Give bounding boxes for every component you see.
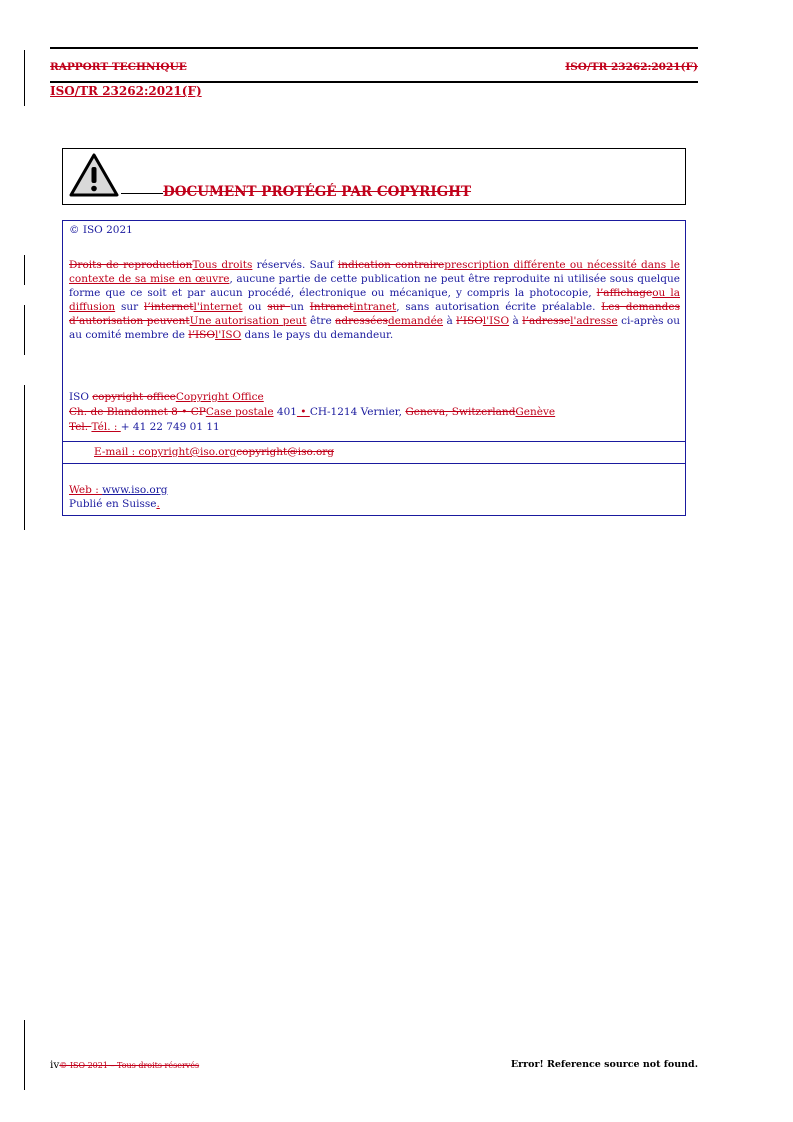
office-name: ISO copyright officeCopyright Office bbox=[69, 391, 264, 403]
published-in: Publié en Suisse. bbox=[69, 498, 160, 510]
office-postal-address: Ch. de Blandonnet 8 • CPCase postale 401 • CH-1214 Vernier, Geneva, SwitzerlandGenève bbox=[69, 406, 556, 418]
footer-left bbox=[50, 1059, 199, 1071]
web-link[interactable]: Web : www.iso.org bbox=[69, 484, 168, 496]
copyright-warning-box bbox=[62, 148, 686, 205]
footer-copyright: © ISO 2021 – Tous droits réservés bbox=[59, 1061, 200, 1070]
change-bar bbox=[24, 385, 25, 530]
copyright-box bbox=[62, 220, 686, 516]
change-bar bbox=[24, 1020, 25, 1090]
header-top-rule bbox=[50, 47, 698, 49]
office-phone: Tel. Tél. : + 41 22 749 01 11 bbox=[69, 421, 220, 433]
header-report-type: RAPPORT TECHNIQUE bbox=[50, 61, 187, 73]
email-separator-bottom bbox=[63, 463, 685, 464]
doc-title: ISO/TR 23262:2021(F) bbox=[50, 84, 202, 98]
office-web bbox=[69, 483, 167, 511]
office-email: E-mail : copyright@iso.orgcopyright@iso.org bbox=[94, 446, 335, 458]
header-bottom-rule bbox=[50, 81, 698, 83]
change-bar bbox=[24, 305, 25, 355]
change-bar bbox=[24, 255, 25, 285]
header-doc-ref: ISO/TR 23262:2021(F) bbox=[565, 61, 698, 73]
change-bar bbox=[24, 50, 25, 106]
footer-reference-error: Error! Reference source not found. bbox=[510, 1059, 698, 1070]
iso-office-address bbox=[69, 390, 555, 435]
copyright-line: © ISO 2021 bbox=[69, 224, 133, 236]
warning-underline bbox=[121, 193, 163, 194]
rights-paragraph: Droits de reproductionTous droits réservés. Sauf indication contraireprescription différente ou nécessité dans le contexte de sa mise en œuvre, aucune partie de cette publication ne peut être reproduite ni utilisée sous quelque forme que ce soit et par aucun procédé, électronique ou mécanique, y compris la photocopie, l’affichageou la diffusion sur l’internetl'internet ou sur un Intranetintranet, sans autorisation écrite préalable. Les demandes d’autorisation peuventUne autorisation peut être adresséesdemandée à l’ISOl'ISO à l’adressel'adresse ci-après ou au comité membre de l’ISOl'ISO dans le pays du demandeur. bbox=[69, 259, 681, 341]
warning-icon bbox=[68, 152, 120, 198]
page-number: iv bbox=[50, 1059, 60, 1071]
warning-title: DOCUMENT PROTÉGÉ PAR COPYRIGHT bbox=[163, 184, 472, 200]
email-separator-top bbox=[63, 441, 685, 442]
